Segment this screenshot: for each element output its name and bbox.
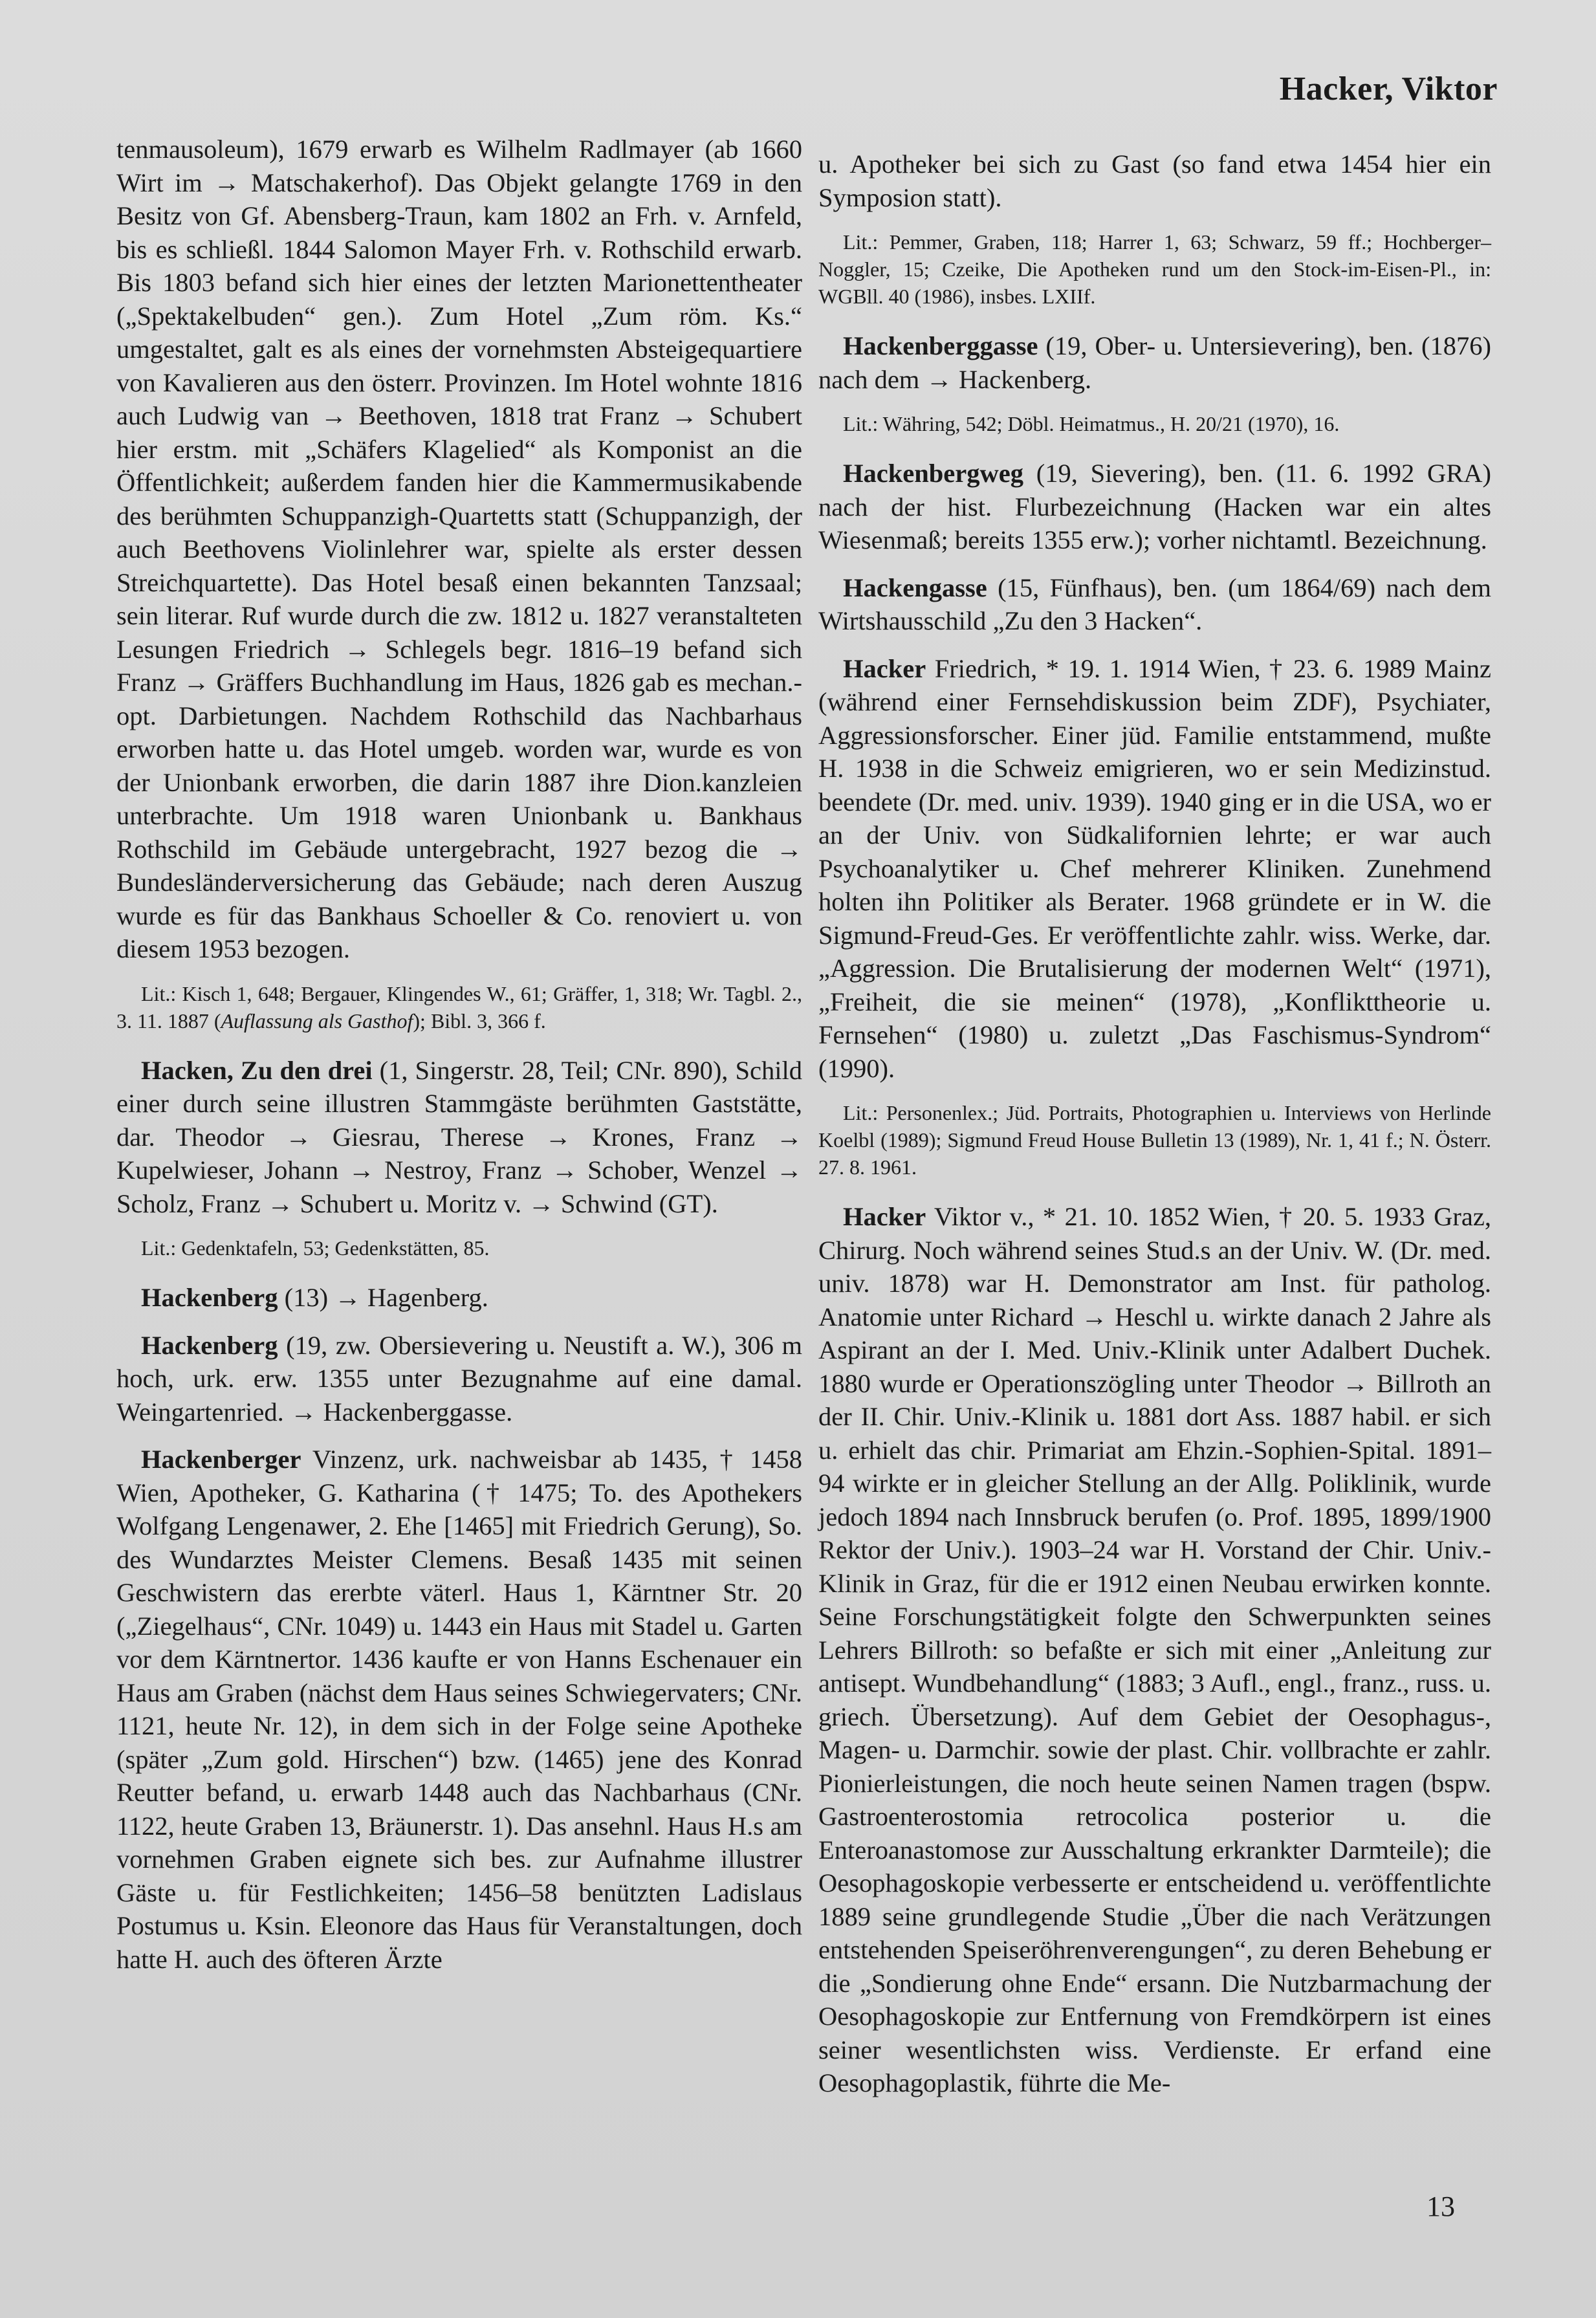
entry-text: (19, zw. Obersievering u. Neustift a. W.), 306 m hoch, urk. erw. 1355 unter Bezugnahme auf eine damal. Weingartenried. → Hackenberggasse. (116, 1330, 802, 1427)
literature-text: Lit.: Kisch 1, 648; Bergauer, Klingendes W., 61; Gräffer, 1, 318; Wr. Tagbl. 2., 3. 11. 1887 ( (116, 981, 802, 1033)
entry-hacker-viktor (818, 1200, 1491, 2100)
entry-hackenberger (116, 1443, 802, 1976)
entry-text: Viktor v., * 21. 10. 1852 Wien, † 20. 5. 1933 Graz, Chirurg. Noch während seines Stud.s an der Univ. W. (Dr. med. univ. 1878) war H. Demonstrator am Inst. für patholog. Anatomie unter Richard → Heschl u. wirkte danach 2 Jahre als Aspirant an der I. Med. Univ.-Klinik unter Adalbert Duchek. 1880 wurde er Operationszögling unter Theodor → Billroth an der II. Chir. Univ.-Klinik u. 1881 dort Ass. 1887 habil. er sich u. erhielt das chir. Primariat am Ehzin.-Sophien-Spital. 1891–94 wirkte er in gleicher Stellung an der Allg. Poliklinik, wurde jedoch 1894 nach Innsbruck berufen (o. Prof. 1895, 1899/1900 Rektor der Univ.). 1903–24 war H. Vorstand der Chir. Univ.-Klinik in Graz, für die er 1912 einen Neubau erwirken konnte. Seine Forschungstätigkeit folgte den Schwerpunkten seines Lehrers Billroth: so befaßte er sich mit einer „Anleitung zur antisept. Wundbehandlung“ (1883; 3 Aufl., engl., franz., russ. u. griech. Übersetzung). Auf dem Gebiet der Oesophagus-, Magen- u. Darmchir. sowie der plast. Chir. vollbrachte er zahlr. Pionierleistungen, die noch heute seinen Namen tragen (bspw. Gastroenterostomia retrocolica posterior u. die Enteroanastomose zur Ausschaltung erkrankter Darmteile); die Oesophagoskopie verbesserte er entscheidend u. veröffentlichte 1889 seine grundlegende Studie „Über die nach Verätzungen entstehenden Speiseröhrenverengungen“, zu deren Behebung er die „Sondierung ohne Ende“ ersann. Die Nutzbarmachung der Oesophagoskopie zur Entfernung von Fremdkörpern ist eines seiner wesentlichsten wiss. Verdienste. Er erfand eine Oesophagoplastik, führte die Me- (818, 1202, 1491, 2097)
entry-lemma: Hackenbergweg (843, 459, 1023, 488)
literature-note: Lit.: Gedenktafeln, 53; Gedenkstätten, 85. (141, 1236, 490, 1260)
entry-continuation (116, 133, 802, 966)
entry-lemma: Hacker (843, 1202, 926, 1231)
entry-text: Friedrich, * 19. 1. 1914 Wien, † 23. 6. 1989 Mainz (während einer Fernsehdiskussion beim ZDF), Psychiater, Aggressionsforscher. Einer jüd. Familie entstammend, mußte H. 1938 in die Schweiz emigrieren, wo er sein Medizinstud. beendete (Dr. med. univ. 1939). 1940 ging er in die USA, wo er an der Univ. von Südkalifornien lehrte; er war auch Psychoanalytiker u. Chef mehrerer Kliniken. Zunehmend holten ihn Politiker als Berater. 1968 gründete er in W. die Sigmund-Freud-Ges. Er veröffentlichte zahlr. wiss. Werke, dar. „Aggression. Die Brutalisierung der modernen Welt“ (1971), „Freiheit, die sie meinen“ (1978), „Konflikttheorie u. Fernsehen“ (1980) u. zuletzt „Das Faschismus-Syndrom“ (1990). (818, 653, 1491, 1083)
entry-text: Vinzenz, urk. nachweisbar ab 1435, † 1458 Wien, Apotheker, G. Katharina († 1475; To. des Apothekers Wolfgang Lengenawer, 2. Ehe [1465] mit Friedrich Gerung), So. des Wundarztes Meister Clemens. Besaß 1435 mit seinen Geschwistern das ererbte väterl. Haus 1, Kärntner Str. 20 („Ziegelhaus“, CNr. 1049) u. 1443 ein Haus mit Stadel u. Garten vor dem Kärntnertor. 1436 kaufte er von Hanns Eschenauer ein Haus am Graben (nächst dem Haus seines Schwiegervaters; CNr. 1121, heute Nr. 12), in dem sich in der Folge seine Apotheke (später „Zum gold. Hirschen“) bzw. (1465) jene des Konrad Reutter befand, u. erwarb 1448 auch das Nachbarhaus (CNr. 1122, heute Graben 13, Bräunerstr. 1). Das ansehnl. Haus H.s am vornehmen Graben eignete sich bes. zur Aufnahme illustrer Gäste u. für Festlichkeiten; 1456–58 benützten Ladislaus Postumus u. Ksin. Eleonore das Haus für Veranstaltungen, doch hatte H. auch des öfteren Ärzte (116, 1445, 802, 1974)
entry-lemma: Hacken, Zu den drei (141, 1055, 373, 1085)
entry-hackenberg-19 (116, 1329, 802, 1429)
entry-hackengasse (818, 571, 1491, 638)
entry-lemma: Hackenberg (141, 1283, 278, 1312)
entry-lemma: Hackengasse (843, 573, 987, 602)
entry-text: (19, Sievering), ben. (11. 6. 1992 GRA) nach der hist. Flurbezeichnung (Hacken war ein altes Wiesenmaß; bereits 1355 erw.); vorher nichtamtl. Bezeichnung. (818, 459, 1491, 554)
entry-lemma: Hacker (843, 653, 926, 683)
literature-text: ); Bibl. 3, 366 f. (413, 1009, 546, 1033)
entry-text: (1, Singerstr. 28, Teil; CNr. 890), Schild einer durch seine illustren Stammgäste berühmten Gaststätte, dar. Theodor → Giesrau, Therese → Krones, Franz → Kupelwieser, Johann → Nestroy, Franz → Schober, Wenzel → Scholz, Franz → Schubert u. Moritz v. → Schwind (GT). (116, 1055, 802, 1218)
left-column (116, 133, 802, 1990)
entry-continuation (818, 148, 1491, 214)
entry-text: (13) → Hagenberg. (278, 1283, 488, 1312)
running-head: Hacker, Viktor (1279, 71, 1498, 107)
right-column (818, 148, 1491, 2114)
entry-text: (19, Ober- u. Untersievering), ben. (1876) nach dem → Hackenberg. (818, 331, 1491, 394)
entry-text: tenmausoleum), 1679 erwarb es Wilhelm Radlmayer (ab 1660 Wirt im → Matschakerhof). Das Objekt gelangte 1769 in den Besitz von Gf. Abensberg-Traun, kam 1802 an Frh. v. Arnfeld, bis es schließl. 1844 Salomon Mayer Frh. v. Rothschild erwarb. Bis 1803 befand sich hier eines der letzten Marionettentheater („Spektakelbuden“ gen.). Zum Hotel „Zum röm. Ks.“ umgestaltet, galt es als eines der vornehmsten Absteigequartiere von Kavalieren aus den österr. Provinzen. Im Hotel wohnte 1816 auch Ludwig van → Beethoven, 1818 trat Franz → Schubert hier erstm. mit „Schäfers Klagelied“ als Komponist an die Öffentlichkeit; außerdem fanden hier die Kammermusikabende des berühmten Schuppanzigh-Quartetts statt (Schuppanzigh, der auch Beethovens Violinlehrer war, spielte als erster dessen Streichquartette). Das Hotel besaß einen bekannten Tanzsaal; sein literar. Ruf wurde durch die zw. 1812 u. 1827 veranstalteten Lesungen Friedrich → Schlegels begr. 1816–19 befand sich Franz → Gräffers Buchhandlung im Haus, 1826 gab es mechan.-opt. Darbietungen. Nachdem Rothschild das Nachbarhaus erworben hatte u. das Hotel umgeb. worden war, wurde es von der Unionbank erworben, die darin 1887 ihre Dion.kanzleien unterbrachte. Um 1918 waren Unionbank u. Bankhaus Rothschild im Gebäude untergebracht, 1927 bezog die → Bundesländerversicherung das Gebäude; nach deren Auszug wurde es für das Bankhaus Schoeller & Co. renoviert u. von diesem 1953 bezogen. (116, 135, 802, 963)
page-number: 13 (1427, 2191, 1455, 2222)
literature-note: Lit.: Personenlex.; Jüd. Portraits, Photographien u. Interviews von Herlinde Koelbl (1989); Sigmund Freud House Bulletin 13 (1989), Nr. 1, 41 f.; N. Österr. 27. 8. 1961. (818, 1101, 1491, 1179)
entry-hackenberggasse (818, 329, 1491, 396)
entry-hacker-friedrich (818, 652, 1491, 1086)
entry-text: (15, Fünfhaus), ben. (um 1864/69) nach dem Wirtshausschild „Zu den 3 Hacken“. (818, 573, 1491, 635)
literature-note: Lit.: Pemmer, Graben, 118; Harrer 1, 63; Schwarz, 59 ff.; Hochberger–Noggler, 15; Czeike, Die Apotheken rund um den Stock-im-Eisen-Pl., in: WGBll. 40 (1986), insbes. LXIIf. (818, 230, 1491, 308)
literature-italic: Auflassung als Gasthof (221, 1009, 413, 1033)
entry-lemma: Hackenberggasse (843, 331, 1038, 360)
entry-lemma: Hackenberger (141, 1445, 301, 1474)
literature-note: Lit.: Währing, 542; Döbl. Heimatmus., H. 20/21 (1970), 16. (843, 412, 1340, 435)
entry-hackenbergweg (818, 457, 1491, 557)
entry-lemma: Hackenberg (141, 1330, 278, 1360)
literature-note (116, 980, 802, 1034)
entry-text: u. Apotheker bei sich zu Gast (so fand etwa 1454 hier ein Symposion statt). (818, 149, 1491, 212)
entry-hackenberg-13 (116, 1281, 802, 1315)
entry-hacken-zu-den-drei (116, 1054, 802, 1221)
